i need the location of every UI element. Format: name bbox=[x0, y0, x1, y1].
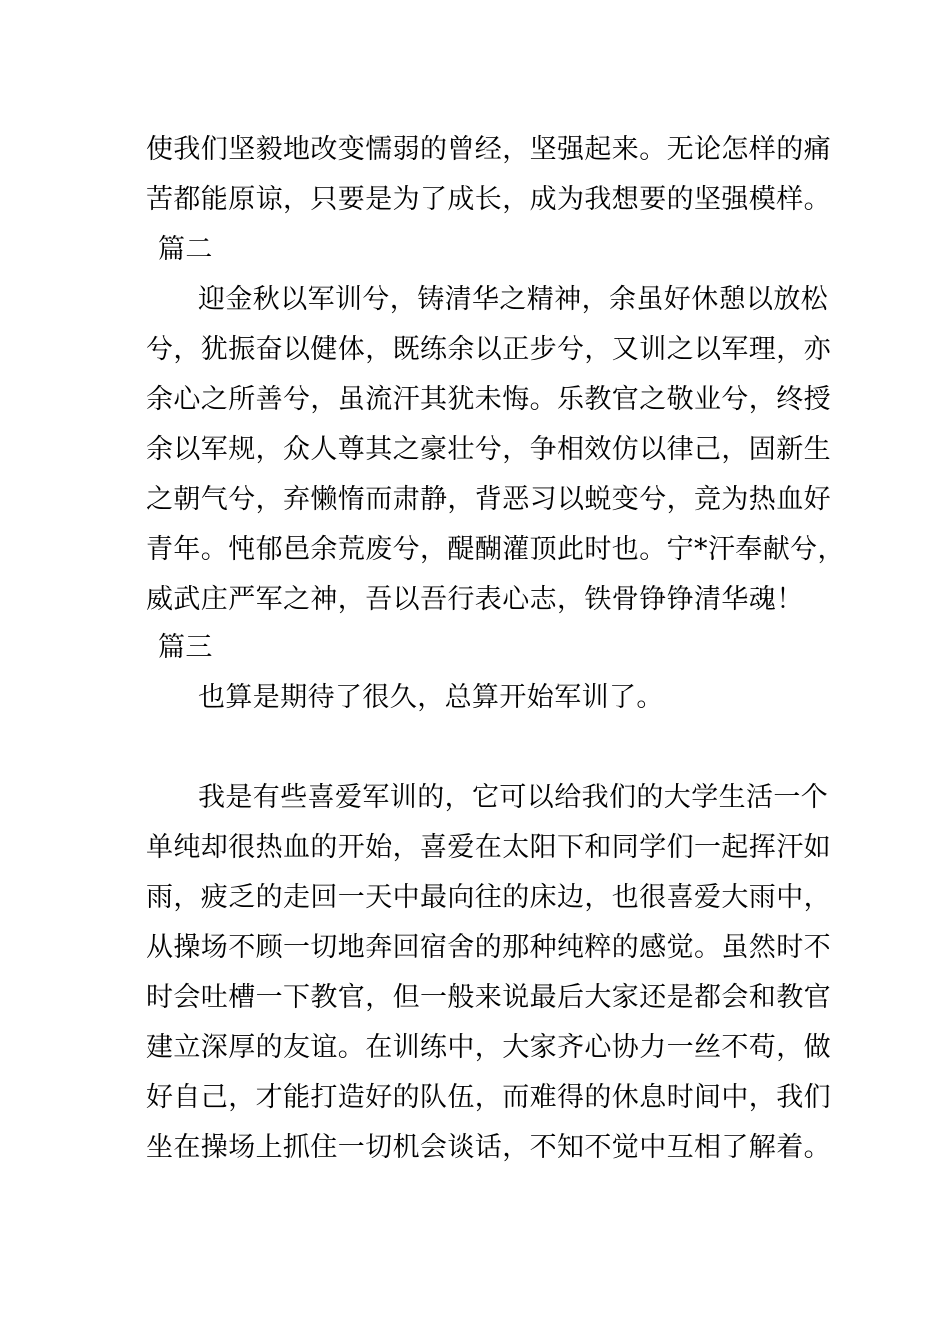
text-line: 威武庄严军之神，吾以吾行表心志，铁骨铮铮清华魂！ bbox=[146, 584, 804, 615]
text-line: 余以军规，众人尊其之豪壮兮，争相效仿以律己，固新生 bbox=[146, 434, 831, 465]
text-line: 时会吐槽一下教官，但一般来说最后大家还是都会和教官 bbox=[146, 982, 831, 1013]
paragraph-first-line: 我是有些喜爱军训的，它可以给我们的大学生活一个 bbox=[198, 782, 829, 813]
text-line: 余心之所善兮，虽流汗其犹未悔。乐教官之敬业兮，终授 bbox=[146, 384, 831, 415]
text-line: 青年。忳郁邑余荒废兮，醍醐灌顶此时也。宁*汗奉献兮， bbox=[146, 534, 845, 565]
text-line: 雨，疲乏的走回一天中最向往的床边，也很喜爱大雨中， bbox=[146, 882, 831, 913]
text-line: 好自己，才能打造好的队伍，而难得的休息时间中，我们 bbox=[146, 1082, 831, 1113]
text-line: 坐在操场上抓住一切机会谈话，不知不觉中互相了解着。 bbox=[146, 1132, 831, 1163]
text-line: 苦都能原谅，只要是为了成长，成为我想要的坚强模样。 bbox=[146, 184, 831, 215]
paragraph-first-line: 也算是期待了很久，总算开始军训了。 bbox=[198, 682, 664, 713]
paragraph-first-line: 迎金秋以军训兮，铸清华之精神，余虽好休憩以放松 bbox=[198, 284, 829, 315]
text-line: 兮，犹振奋以健体，既练余以正步兮，又训之以军理，亦 bbox=[146, 334, 831, 365]
text-line: 单纯却很热血的开始，喜爱在太阳下和同学们一起挥汗如 bbox=[146, 832, 831, 863]
section-heading: 篇二 bbox=[158, 234, 213, 265]
text-line: 从操场不顾一切地奔回宿舍的那种纯粹的感觉。虽然时不 bbox=[146, 932, 831, 963]
section-heading: 篇三 bbox=[158, 632, 213, 663]
text-line: 使我们坚毅地改变懦弱的曾经，坚强起来。无论怎样的痛 bbox=[146, 134, 831, 165]
text-line: 之朝气兮，弃懒惰而肃静，背恶习以蜕变兮，竞为热血好 bbox=[146, 484, 831, 515]
text-line: 建立深厚的友谊。在训练中，大家齐心协力一丝不苟，做 bbox=[146, 1032, 831, 1063]
